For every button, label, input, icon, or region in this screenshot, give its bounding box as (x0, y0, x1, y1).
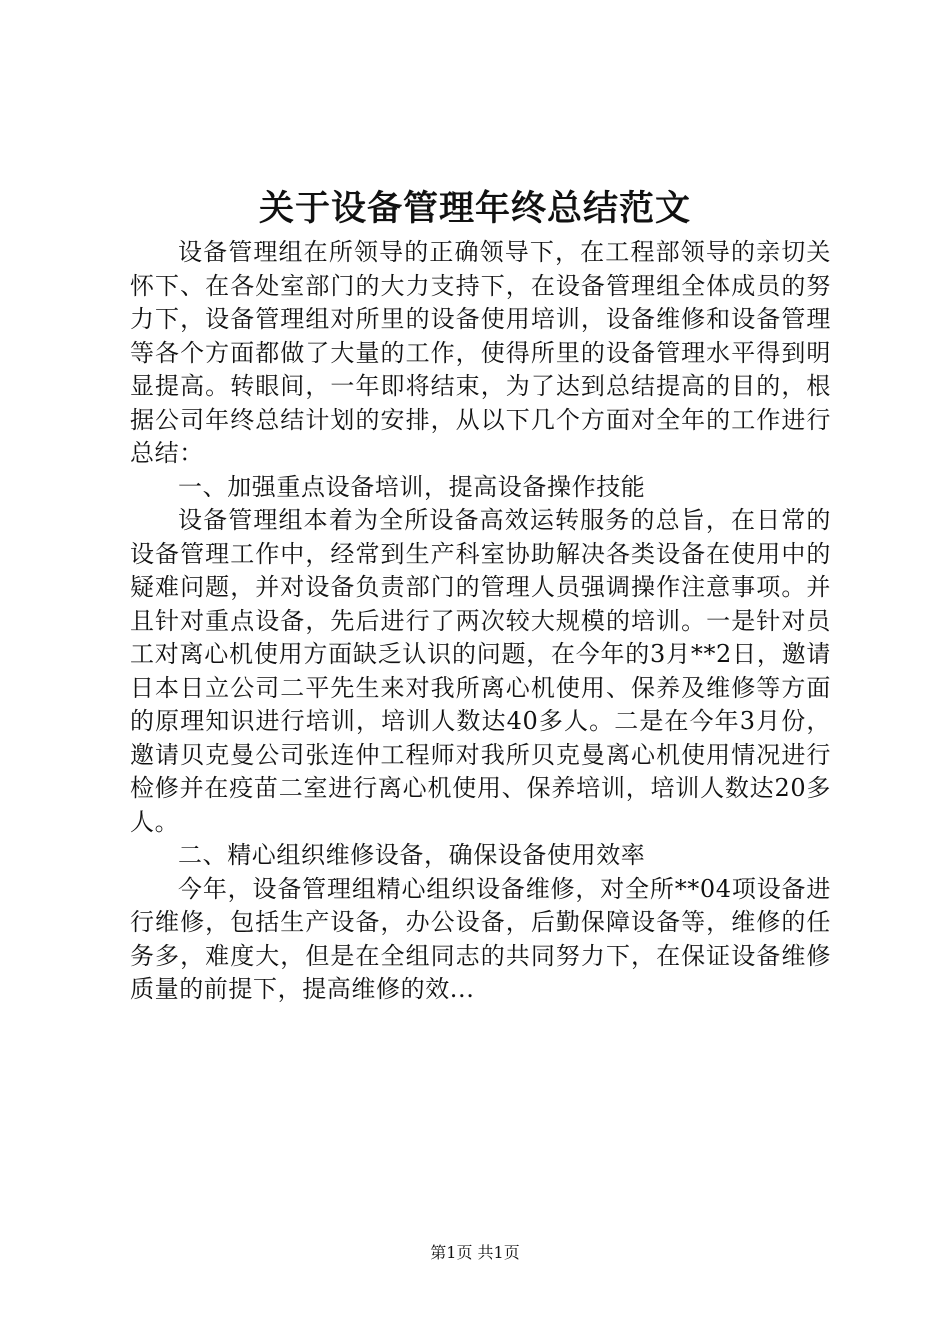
page-footer: 第1页 共1页 (430, 1243, 520, 1262)
document-title: 关于设备管理年终总结范文 (258, 188, 691, 229)
document-body (130, 236, 831, 1007)
paragraph-section-1: 设备管理组本着为全所设备高效运转服务的总旨，在日常的设备管理工作中，经常到生产科室协助解决各类设备在使用中的疑难问题，并对设备负责部门的管理人员强调操作注意事项。并且针对重点设备，先后进行了两次较大规模的培训。一是针对员工对离心机使用方面缺乏认识的问题，在今年的3月**2日，邀请日本日立公司二平先生来对我所离心机使用、保养及维修等方面的原理知识进行培训，培训人数达40多人。二是在今年3月份，邀请贝克曼公司张连仲工程师对我所贝克曼离心机使用情况进行检修并在疫苗二室进行离心机使用、保养培训，培训人数达20多人。 (130, 506, 831, 836)
paragraph-section-2: 今年，设备管理组精心组织设备维修，对全所**04项设备进行维修，包括生产设备，办公设备，后勤保障设备等，维修的任务多，难度大，但是在全组同志的共同努力下，在保证设备维修质量的前提下，提高维修的效... (130, 874, 831, 1003)
section-heading-1: 一、加强重点设备培训，提高设备操作技能 (178, 472, 646, 501)
paragraph-intro: 设备管理组在所领导的正确领导下，在工程部领导的亲切关怀下、在各处室部门的大力支持下，在设备管理组全体成员的努力下，设备管理组对所里的设备使用培训，设备维修和设备管理等各个方面都做了大量的工作，使得所里的设备管理水平得到明显提高。转眼间，一年即将结束，为了达到总结提高的目的，根据公司年终总结计划的安排，从以下几个方面对全年的工作进行总结： (130, 238, 831, 467)
section-heading-2: 二、精心组织维修设备，确保设备使用效率 (178, 841, 646, 869)
